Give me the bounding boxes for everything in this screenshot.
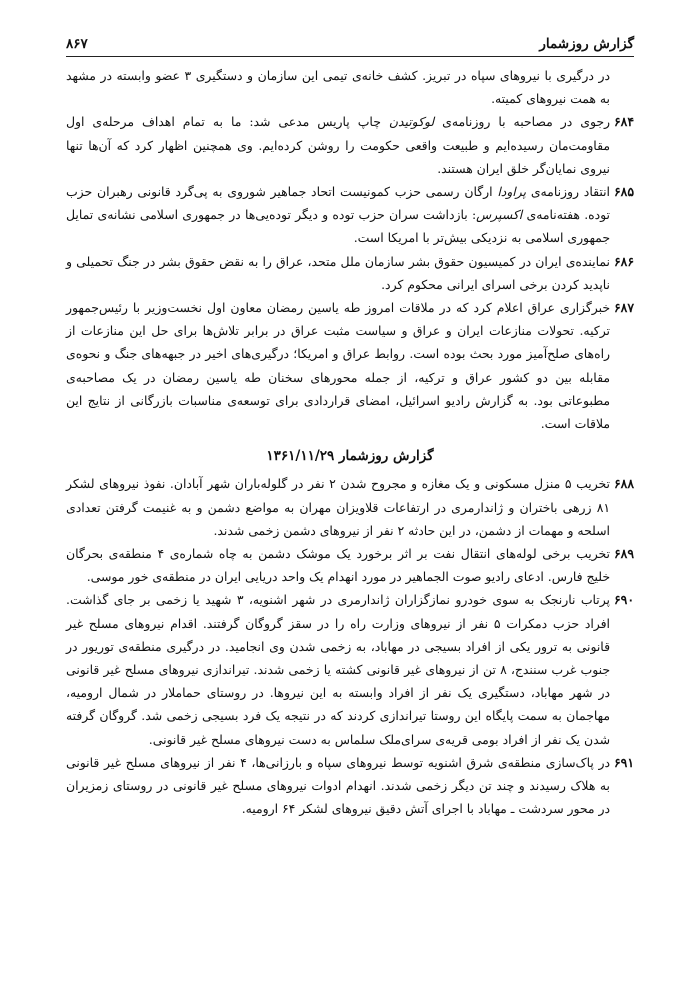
newspaper-name: پراودا [497,184,527,200]
entry-text: پرتاب نارنجک به سوی خودرو نمازگزاران ژاندارمری در شهر اشنویه، ۳ شهید یا زخمی بر جای گذاشت. افراد حزب دمکرات ۵ نفر از نیروهای وزارت راه را در سقز گروگان گرفتند. اقدام نیروهای مسلح غیر قانونی به ترور یکی از افراد بسیجی در مهاباد، به زخمی شدن وی انجامید. در درگیری منطقه‌ی توریور در جنوب غرب سنندج، ۸ تن از نیروهای غیر قانونی کشته یا زخمی شدند. تیراندازی نیروهای مسلح غیر قانونی در شهر مهاباد، دستگیری یک نفر از افراد وابسته به این نیروها. در روستای حماملار در شمال ارومیه، مهاجمان به سمت پایگاه این روستا تیراندازی کردند که در نتیجه یک فرد بسیجی زخمی شد. گروگان گرفته شدن یک نفر از افراد بومی قریه‌ی سرای‌ملک سلماس به دست نیروهای مسلح غیر قانونی. [66,592,611,747]
entry-number: ۶۸۴ [614,114,634,130]
entry-685 [66,180,634,250]
entry-number: ۶۹۰ [614,592,634,608]
entry-text: در پاک‌سازی منطقه‌ی شرق اشنویه توسط نیروهای سپاه و بارزانی‌ها، ۴ نفر از نیروهای مسلح غیر قانونی به هلاک رسیدند و چند تن دیگر زخمی شدند. انهدام ادوات نیروهای مسلح غیر قانونی در روستای زمزیران در محور سردشت ـ مهاباد با اجرای آتش دقیق نیروهای لشکر ۶۴ ارومیه. [66,754,610,817]
entry-text-part: انتقاد روزنامه‌ی [526,184,610,200]
entry-684 [66,110,634,180]
entry-690 [66,588,634,750]
page-body [66,64,634,821]
entry-number: ۶۸۶ [614,253,634,269]
entry-text [66,110,610,180]
continued-paragraph: در درگیری با نیروهای سپاه در تبریز. کشف خانه‌ی تیمی این سازمان و دستگیری ۳ عضو وابسته در مشهد به همت نیروهای کمیته. [66,68,610,107]
entry-number: ۶۸۵ [614,184,634,200]
entry-text: تخریب ۵ منزل مسکونی و یک مغازه و مجروح شدن ۲ نفر در گلوله‌باران شهر آبادان. نفوذ نیروهای لشکر ۸۱ زرهی باختران و ژاندارمری در ارتفاعات قلاویزان مهران به مواضع دشمن و به غنیمت گرفتن تعدادی اسلحه و مهمات از دشمن، در این حادثه ۲ نفر از نیروهای دشمن زخمی شدند. [66,476,611,538]
magazine-name: اکسپرس [476,207,523,223]
entry-text: خبرگزاری عراق اعلام کرد که در ملاقات امروز طه یاسین رمضان معاون اول نخست‌وزیر با رئیس‌جمهور ترکیه. تحولات منازعات ایران و عراق و سیاست مثبت عراق در برابر تلاش‌ها برای حل این منازعات از راه‌های صلح‌آمیز مورد بحث بوده است. روابط عراق و امریکا؛ درگیری‌های اخیر در جبهه‌های جنگ و نحوه‌ی مقابله بین دو کشور عراق و ترکیه، از جمله محورهای سخنان طه یاسین رمضان در یک مصاحبه‌ی مطبوعاتی بود. به گزارش رادیو اسرائیل، امضای قراردادی برای توسعه‌ی مناسبات بازرگانی از نتایج این ملاقات است. [66,300,610,432]
page-number: ۸۶۷ [66,36,88,52]
entry-689 [66,542,634,588]
entry-number: ۶۸۹ [614,546,634,562]
entry-text: نماینده‌ی ایران در کمیسیون حقوق بشر سازمان ملل متحد، عراق را به نقض حقوق بشر در جنگ تحمیلی و ناپدید کردن برخی اسرای ایرانی محکوم کرد. [66,253,610,292]
entry-text: تخریب برخی لوله‌های انتقال نفت بر اثر برخورد یک موشک دشمن به چاه شماره‌ی ۴ منطقه‌ی بحرگان خلیج فارس. ادعای رادیو صوت الجماهیر در مورد انهدام یک واحد دریایی ایران در منطقه‌ی خور موسی. [66,546,610,585]
running-title: گزارش روزشمار [539,36,634,52]
entry-number: ۶۸۸ [614,476,634,492]
newspaper-name: لوکوتیدن [388,114,435,130]
entry-688 [66,472,634,542]
entry-text-part: رجوی در مصاحبه با روزنامه‌ی [434,114,611,130]
entry-text-part: چاپ پاریس مدعی شد: ما به تمام اهداف مرحله‌ی اول مقاومت‌مان رسیده‌ایم و طبیعت واقعی حکومت را روشن کرده‌ایم. وی همچنین اظهار کرد که آن‌ها تنها نیروی نمایان‌گر خلق ایران هستند. [66,114,610,176]
entry-text [66,180,610,250]
entry-691 [66,751,634,821]
entry-number: ۶۸۷ [614,300,634,316]
entry-text-part: : بازداشت سران حزب توده و دیگر توده‌یی‌ها در جمهوری اسلامی نشانه‌ی تمایل جمهوری اسلامی به نزدیکی بیش‌تر با امریکا است. [66,207,610,246]
page-header [66,28,634,57]
entry-687 [66,296,634,435]
entry-686 [66,250,634,296]
entry-text-part: ارگان رسمی حزب کمونیست اتحاد جماهیر شوروی به پی‌گرد قانونی رهبران حزب توده. هفته‌نامه‌ی [66,184,610,223]
section-title: گزارش روزشمار ۱۳۶۱/۱۱/۲۹ [266,448,434,465]
entry-number: ۶۹۱ [614,754,634,770]
